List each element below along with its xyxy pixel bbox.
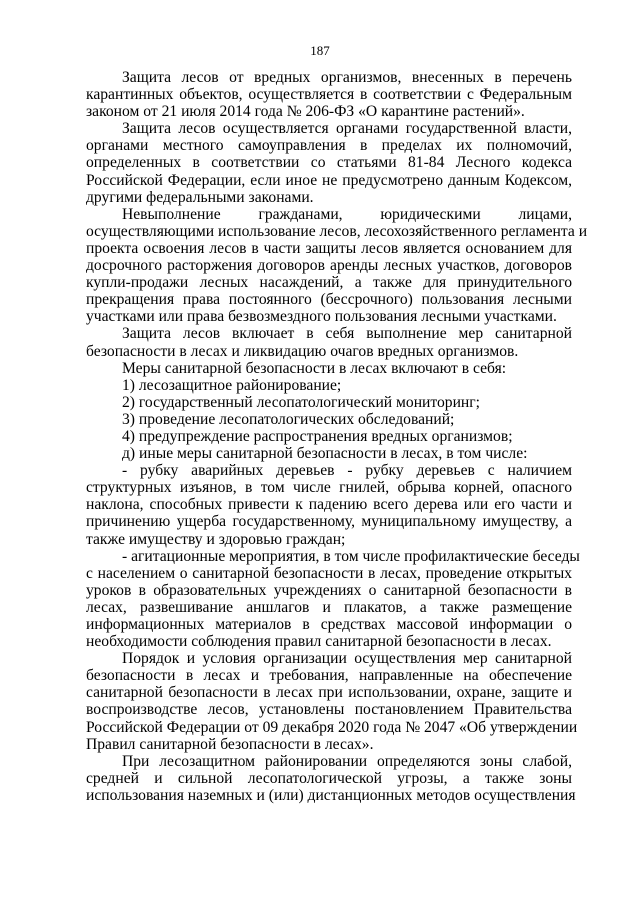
text-line: также имуществу и здоровью граждан; (86, 530, 346, 548)
text-line: законом от 21 июля 2014 года № 206-ФЗ «О карантине растений». (86, 103, 525, 121)
text-line: д) иные меры санитарной безопасности в лесах, в том числе: (122, 445, 528, 463)
text-line: купли-продажи лесных насаждений, а также для принудительного (86, 274, 572, 292)
text-line: Порядок и условия организации осуществления мер санитарной (122, 650, 572, 668)
text-line: уроков в образовательных учреждениях о санитарной безопасности в (86, 581, 572, 599)
document-body (86, 69, 588, 804)
text-line: - рубку аварийных деревьев - рубку деревьев с наличием (122, 462, 572, 480)
text-line: лесах, развешивание аншлагов и плакатов, а также размещение (86, 598, 572, 616)
text-line: осуществляющими использование лесов, лесохозяйственного регламента и (86, 222, 588, 240)
text-line: Меры санитарной безопасности в лесах включают в себя: (122, 359, 507, 377)
text-line: причинению ущерба государственному, муниципальному имуществу, а (86, 513, 572, 531)
text-line: информационных материалов в средствах массовой информации о (86, 616, 572, 633)
text-line: безопасности в лесах и требования, направленные на обеспечение (86, 667, 572, 685)
text-line: Российской Федерации, если иное не предусмотрено данным Кодексом, (86, 171, 572, 189)
text-line: органами местного самоуправления в пределах их полномочий, (86, 137, 572, 155)
text-line: определенных в соответствии со статьями 81-84 Лесного кодекса (86, 154, 572, 172)
text-line: воспроизводстве лесов, установлены постановлением Правительства (86, 701, 572, 719)
text-line: При лесозащитном районировании определяются зоны слабой, (122, 752, 572, 770)
text-line: Российской Федерации от 09 декабря 2020 года № 2047 «Об утверждении (86, 718, 578, 736)
text-line: 1) лесозащитное районирование; (122, 376, 342, 394)
text-line: 2) государственный лесопатологический мониторинг; (122, 393, 481, 411)
text-line: Правил санитарной безопасности в лесах». (86, 735, 374, 753)
text-line: с населением о санитарной безопасности в лесах, проведение открытых (86, 564, 572, 582)
text-line: Защита лесов осуществляется органами государственной власти, (122, 120, 572, 138)
text-line: санитарной безопасности в лесах при использовании, охране, защите и (86, 684, 572, 702)
text-line: Невыполнение гражданами, юридическими лицами, (122, 205, 572, 223)
text-line: необходимости соблюдения правил санитарной безопасности в лесах. (86, 633, 552, 651)
text-line: использования наземных и (или) дистанционных методов осуществления (86, 786, 576, 804)
text-line: безопасности в лесах и ликвидацию очагов вредных организмов. (86, 342, 519, 360)
text-line: наклона, способных привести к падению всего дерева или его части и (86, 496, 572, 514)
text-line: 3) проведение лесопатологических обследований; (122, 410, 455, 428)
text-line: проекта освоения лесов в части защиты лесов является основанием для (86, 239, 572, 257)
text-line: прекращения права постоянного (бессрочного) пользования лесными (86, 291, 572, 309)
text-line: 4) предупреждение распространения вредных организмов; (122, 427, 513, 445)
text-line: структурных изъянов, в том числе гнилей, обрыва корней, опасного (86, 479, 572, 497)
text-line: карантинных объектов, осуществляется в соответствии с Федеральным (86, 86, 572, 104)
text-line: другими федеральными законами. (86, 188, 314, 206)
text-line: досрочного расторжения договоров аренды лесных участков, договоров (86, 257, 572, 275)
page-number: 187 (310, 43, 330, 58)
text-line: Защита лесов включает в себя выполнение мер санитарной (122, 325, 572, 343)
text-line: участками или права безвозмездного пользования лесными участками. (86, 308, 557, 326)
text-line: средней и сильной лесопатологической угрозы, а также зоны (86, 769, 572, 787)
text-line: Защита лесов от вредных организмов, внесенных в перечень (122, 69, 572, 86)
text-line: - агитационные мероприятия, в том числе профилактические беседы (122, 547, 580, 565)
